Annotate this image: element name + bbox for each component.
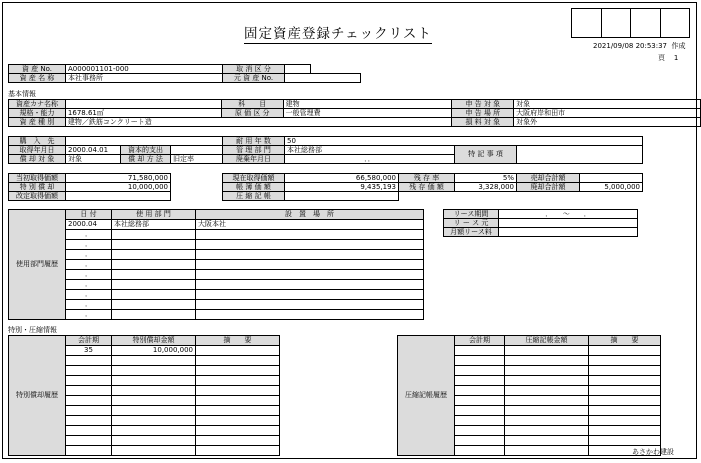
type: 建物／鉄筋コンクリート造 bbox=[65, 118, 451, 127]
residual-rate-label: 残 存 率 bbox=[399, 174, 455, 183]
life-label: 耐 用 年 数 bbox=[223, 137, 285, 146]
history-header-date: 日 付 bbox=[66, 210, 112, 220]
dept-label: 管 理 部 門 bbox=[223, 146, 285, 155]
book-label: 帳 簿 価 額 bbox=[223, 183, 285, 192]
ch-header-period: 会計期 bbox=[455, 336, 505, 346]
sdh-header-period: 会計期 bbox=[66, 336, 112, 346]
book: 9,435,193 bbox=[285, 183, 399, 192]
table-row bbox=[9, 280, 424, 290]
compress-history-label: 圧縮記帳履歴 bbox=[398, 336, 455, 456]
table-row bbox=[9, 240, 424, 250]
basic-info-table bbox=[8, 99, 701, 127]
lease-source-label: リ ー ス 元 bbox=[444, 219, 499, 228]
life: 50 bbox=[285, 137, 643, 146]
history-date: ． bbox=[66, 280, 112, 290]
special-section-label: 特別・圧縮情報 bbox=[8, 326, 57, 334]
history-date: ． bbox=[66, 260, 112, 270]
dep-target: 対象 bbox=[66, 155, 121, 164]
company-name: あさかわ建設 bbox=[632, 448, 674, 456]
history-date: ． bbox=[66, 230, 112, 240]
ch-header-amount: 圧縮記帳金額 bbox=[505, 336, 589, 346]
kana bbox=[65, 100, 221, 109]
account-label: 科 目 bbox=[221, 100, 283, 109]
sdh-note bbox=[196, 346, 280, 356]
compress-history-table bbox=[397, 335, 661, 456]
history-header-dept: 使 用 部 門 bbox=[112, 210, 196, 220]
lease-period-label: リース期間 bbox=[444, 210, 499, 219]
approval-stamp-boxes bbox=[571, 8, 690, 38]
current-label: 現在取得価額 bbox=[223, 174, 285, 183]
initial-label: 当初取得価額 bbox=[9, 174, 66, 183]
acq-kubun-table bbox=[222, 64, 361, 83]
acq-date: 2000.04.01 bbox=[66, 146, 121, 155]
cost-label: 原 価 区 分 bbox=[221, 109, 283, 118]
orig-no-label: 元 資 産 No. bbox=[223, 74, 285, 83]
sdh-header-amount: 特別償却金額 bbox=[112, 336, 196, 346]
usage-history-label: 使用部門履歴 bbox=[9, 210, 66, 320]
spec-label: 規格・能力 bbox=[9, 109, 66, 118]
kana-label: 資産カナ名称 bbox=[9, 100, 66, 109]
residual-rate: 5% bbox=[455, 174, 517, 183]
abandon-total-label: 廃却合計額 bbox=[517, 183, 580, 192]
initial: 71,580,000 bbox=[66, 174, 171, 183]
asset-name-label: 資 産 名 称 bbox=[9, 74, 66, 83]
current: 66,580,000 bbox=[285, 174, 399, 183]
asset-no-label: 資 産 No. bbox=[9, 65, 66, 74]
asset-id-table bbox=[8, 64, 223, 83]
revised-label: 改定取得価額 bbox=[9, 192, 66, 201]
usage-history-table bbox=[8, 209, 424, 320]
disposal: ．． bbox=[285, 155, 455, 164]
history-dept: 本社総務部 bbox=[112, 220, 196, 230]
special-dep-history-table bbox=[8, 335, 280, 456]
asset-name: 本社事務所 bbox=[66, 74, 223, 83]
values-table bbox=[8, 173, 643, 201]
table-row bbox=[9, 260, 424, 270]
dep-method-label: 償 却 方 法 bbox=[121, 155, 171, 164]
place-label: 申 告 場 所 bbox=[452, 109, 514, 118]
table-row bbox=[9, 230, 424, 240]
history-date: ． bbox=[66, 250, 112, 260]
residual-label: 残 存 価 額 bbox=[399, 183, 455, 192]
buyer bbox=[66, 137, 223, 146]
sdh-header-note: 摘 要 bbox=[196, 336, 280, 346]
sdh-amount: 10,000,000 bbox=[112, 346, 196, 356]
acq-kubun bbox=[285, 65, 311, 74]
special-dep: 10,000,000 bbox=[66, 183, 171, 192]
asset-no: A000001101-000 bbox=[66, 65, 223, 74]
table-row bbox=[9, 310, 424, 320]
lease-monthly bbox=[499, 228, 638, 237]
spec: 1678.61㎡ bbox=[65, 109, 221, 118]
special bbox=[517, 146, 643, 164]
acq-kubun-label: 取 消 区 分 bbox=[223, 65, 285, 74]
lease-source bbox=[499, 219, 638, 228]
table-row bbox=[9, 220, 424, 230]
page-title: 固定資産登録チェックリスト bbox=[244, 22, 432, 44]
account: 建物 bbox=[283, 100, 452, 109]
table-row bbox=[9, 250, 424, 260]
special-label: 特 記 事 項 bbox=[455, 146, 517, 164]
capex-label: 資本的支出 bbox=[121, 146, 171, 155]
acq-date-label: 取得年月日 bbox=[9, 146, 66, 155]
print-datetime: 2021/09/08 20:53:37 作成 bbox=[593, 42, 686, 50]
special-dep-history-label: 特別償却履歴 bbox=[9, 336, 66, 456]
place: 大阪府岸和田市 bbox=[514, 109, 701, 118]
cost: 一般管理費 bbox=[283, 109, 452, 118]
history-date: 2000.04 bbox=[66, 220, 112, 230]
history-date: ． bbox=[66, 270, 112, 280]
history-date: ． bbox=[66, 300, 112, 310]
declare-label: 申 告 対 象 bbox=[452, 100, 514, 109]
compressed-label: 圧 縮 記 帳 bbox=[223, 192, 285, 201]
sold-total-label: 売却合計額 bbox=[517, 174, 580, 183]
history-date: ． bbox=[66, 310, 112, 320]
dep-target-label: 償 却 対 象 bbox=[9, 155, 66, 164]
table-row bbox=[9, 300, 424, 310]
lease-period: ． ～ ． bbox=[499, 210, 638, 219]
capex bbox=[171, 146, 223, 155]
ch-header-note: 摘 要 bbox=[589, 336, 661, 346]
loss: 対象外 bbox=[514, 118, 701, 127]
disposal-label: 廃棄年月日 bbox=[223, 155, 285, 164]
history-date: ． bbox=[66, 290, 112, 300]
orig-no bbox=[285, 74, 361, 83]
history-header-place: 設 置 場 所 bbox=[196, 210, 424, 220]
lease-monthly-label: 月額リース料 bbox=[444, 228, 499, 237]
sold-total bbox=[580, 174, 643, 183]
history-place: 大阪本社 bbox=[196, 220, 424, 230]
purchase-table bbox=[8, 136, 643, 164]
dept: 本社総務部 bbox=[285, 146, 455, 155]
table-row bbox=[9, 270, 424, 280]
buyer-label: 購 入 先 bbox=[9, 137, 66, 146]
type-label: 資 産 種 別 bbox=[9, 118, 66, 127]
sdh-period: 35 bbox=[66, 346, 112, 356]
history-date: ． bbox=[66, 240, 112, 250]
lease-table bbox=[443, 209, 638, 237]
residual: 3,328,000 bbox=[455, 183, 517, 192]
dep-method: 旧定率 bbox=[171, 155, 223, 164]
compressed bbox=[285, 192, 399, 201]
table-row bbox=[9, 290, 424, 300]
declare: 対象 bbox=[514, 100, 701, 109]
basic-section-label: 基本情報 bbox=[8, 90, 36, 98]
abandon-total: 5,000,000 bbox=[580, 183, 643, 192]
loss-label: 損 料 対 象 bbox=[452, 118, 514, 127]
page-number: 頁 1 bbox=[658, 54, 679, 62]
revised bbox=[66, 192, 171, 201]
special-dep-label: 特 別 償 却 bbox=[9, 183, 66, 192]
